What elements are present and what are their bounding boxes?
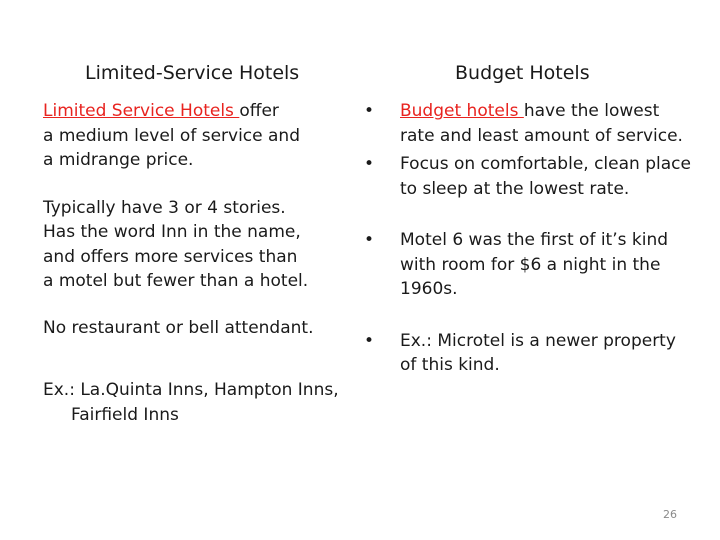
limited-service-term: Limited Service Hotels [43,101,240,121]
bullet2-line2: to sleep at the lowest rate. [400,178,630,199]
bullet-item-microtel [364,329,694,378]
bullet-item-motel6 [364,228,694,302]
no-restaurant-line: No restaurant or bell attendant. [43,317,314,338]
bullet2-line1: Focus on comfortable, clean place [400,154,691,174]
bullet1-line2: rate and least amount of service. [400,125,683,146]
bullet1-line1-rest: have the lowest [523,101,660,121]
page-number: 26 [663,508,677,521]
bullet-icon: • [364,154,375,174]
definition-line1-rest: offer [239,101,279,121]
stories-paragraph [43,196,343,294]
examples-paragraph [43,378,343,427]
bullet4-line1: Ex.: Microtel is a newer property [400,330,676,351]
services-line: and offers more services than [43,246,298,267]
bullet-icon: • [364,330,375,351]
limited-service-column [43,99,343,427]
bullet-icon: • [364,101,375,121]
examples-line2: Fairfield Inns [71,404,179,425]
inn-name-line: Has the word Inn in the name, [43,222,301,242]
bullet3-line2: with room for $6 a night in the [400,254,661,275]
no-restaurant-paragraph [43,316,343,341]
bullet4-line2: of this kind. [400,355,500,375]
examples-line1: Ex.: La.Quinta Inns, Hampton Inns, [43,380,339,400]
definition-line3: a midrange price. [43,150,194,170]
bullet-icon: • [364,230,375,250]
bullet-item-lowest-rate [364,99,694,148]
limited-service-heading: Limited-Service Hotels [85,62,300,84]
bullet-item-comfortable [364,152,694,201]
motel-hotel-line: a motel but fewer than a hotel. [43,271,309,291]
bullet3-line1: Motel 6 was the first of it’s kind [400,230,669,250]
budget-hotels-column [364,99,694,378]
bullet3-line3: 1960s. [400,279,458,299]
budget-hotels-heading: Budget Hotels [455,62,590,84]
limited-service-definition [43,99,343,173]
stories-line: Typically have 3 or 4 stories. [43,197,286,218]
budget-hotels-term: Budget hotels [400,101,524,121]
definition-line2: a medium level of service and [43,125,300,146]
